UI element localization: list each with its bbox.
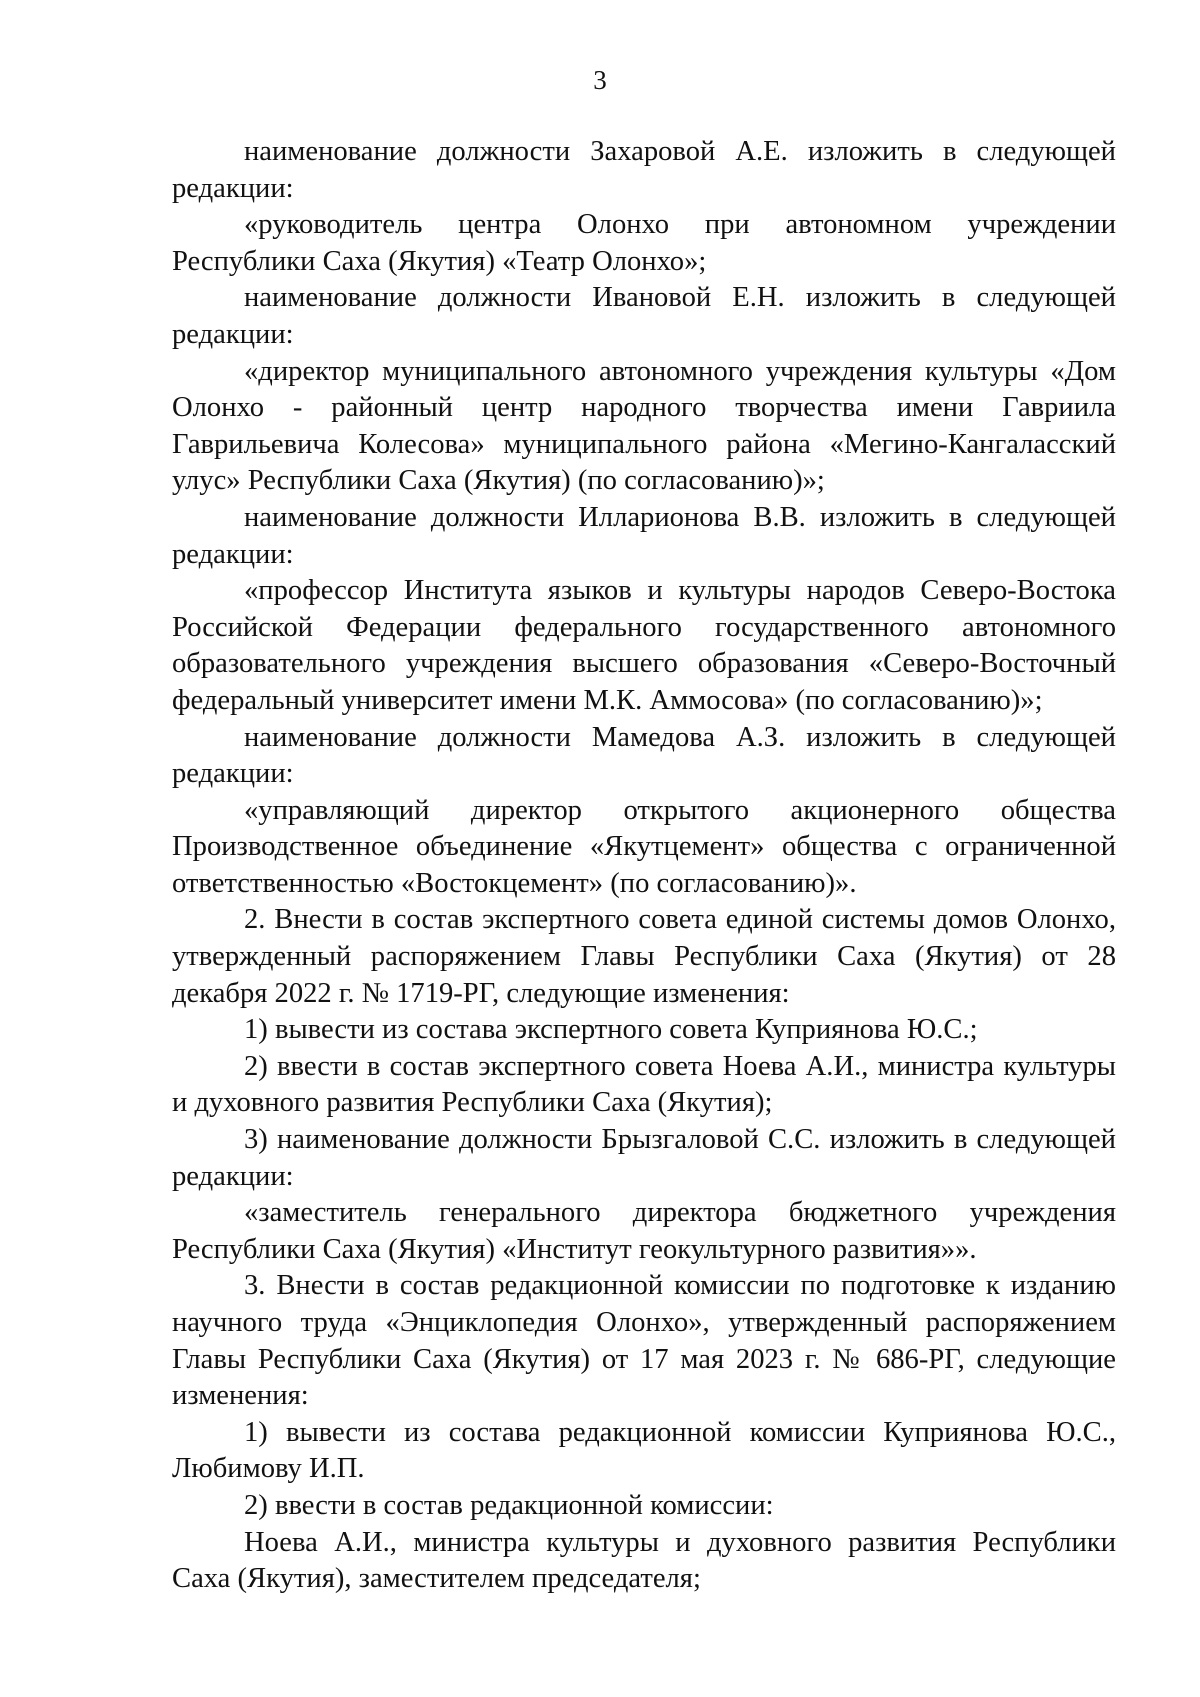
paragraph-11: 2) ввести в состав экспертного совета Ноева А.И., министра культуры и духовного развития Республики Саха (Якутия); — [172, 1050, 1116, 1119]
paragraph-7: наименование должности Мамедова А.З. изложить в следующей редакции: — [172, 721, 1116, 790]
paragraph-9: 2. Внести в состав экспертного совета единой системы домов Олонхо, утвержденный распоряжением Главы Республики Саха (Якутия) от 28 декабря 2022 г. № 1719-РГ, следующие изменения: — [172, 904, 1116, 1009]
paragraph-4: «директор муниципального автономного учреждения культуры «Дом Олонхо - районный центр народного творчества имени Гавриила Гаврильевича Колесова» муниципального района «Мегино-Кангаласский улус» Республики Саха (Якутия) (по согласованию)»; — [172, 355, 1116, 497]
paragraph-13: «заместитель генерального директора бюджетного учреждения Республики Саха (Якутия) «Институт геокультурного развития»». — [172, 1197, 1116, 1265]
page-number: 3 — [593, 65, 607, 95]
paragraph-10: 1) вывести из состава экспертного совета Куприянова Ю.С.; — [244, 1014, 978, 1046]
paragraph-15: 1) вывести из состава редакционной комиссии Куприянова Ю.С., Любимову И.П. — [172, 1416, 1116, 1485]
paragraph-5: наименование должности Илларионова В.В. изложить в следующей редакции: — [172, 501, 1116, 570]
paragraph-3: наименование должности Ивановой Е.Н. изложить в следующей редакции: — [172, 282, 1116, 350]
document-body — [172, 134, 1116, 1598]
paragraph-8: «управляющий директор открытого акционерного общества Производственное объединение «Якутцемент» общества с ограниченной ответственностью «Востокцемент» (по согласованию)». — [172, 794, 1116, 899]
paragraph-1: наименование должности Захаровой А.Е. изложить в следующей редакции: — [172, 136, 1116, 204]
paragraph-12: 3) наименование должности Брызгаловой С.С. изложить в следующей редакции: — [172, 1124, 1116, 1192]
paragraph-14: 3. Внести в состав редакционной комиссии по подготовке к изданию научного труда «Энциклопедия Олонхо», утвержденный распоряжением Главы Республики Саха (Якутия) от 17 мая 2023 г. № 686-РГ, следующие изменения: — [172, 1270, 1116, 1412]
paragraph-6: «профессор Института языков и культуры народов Северо-Востока Российской Федерации федерального государственного автономного образовательного учреждения высшего образования «Северо-Восточный федеральный университет имени М.К. Аммосова» (по согласованию)»; — [172, 575, 1116, 716]
paragraph-17: Ноева А.И., министра культуры и духовного развития Республики Саха (Якутия), заместителем председателя; — [172, 1526, 1116, 1595]
paragraph-2: «руководитель центра Олонхо при автономном учреждении Республики Саха (Якутия) «Театр Олонхо»; — [172, 209, 1116, 277]
paragraph-16: 2) ввести в состав редакционной комиссии: — [244, 1489, 774, 1521]
